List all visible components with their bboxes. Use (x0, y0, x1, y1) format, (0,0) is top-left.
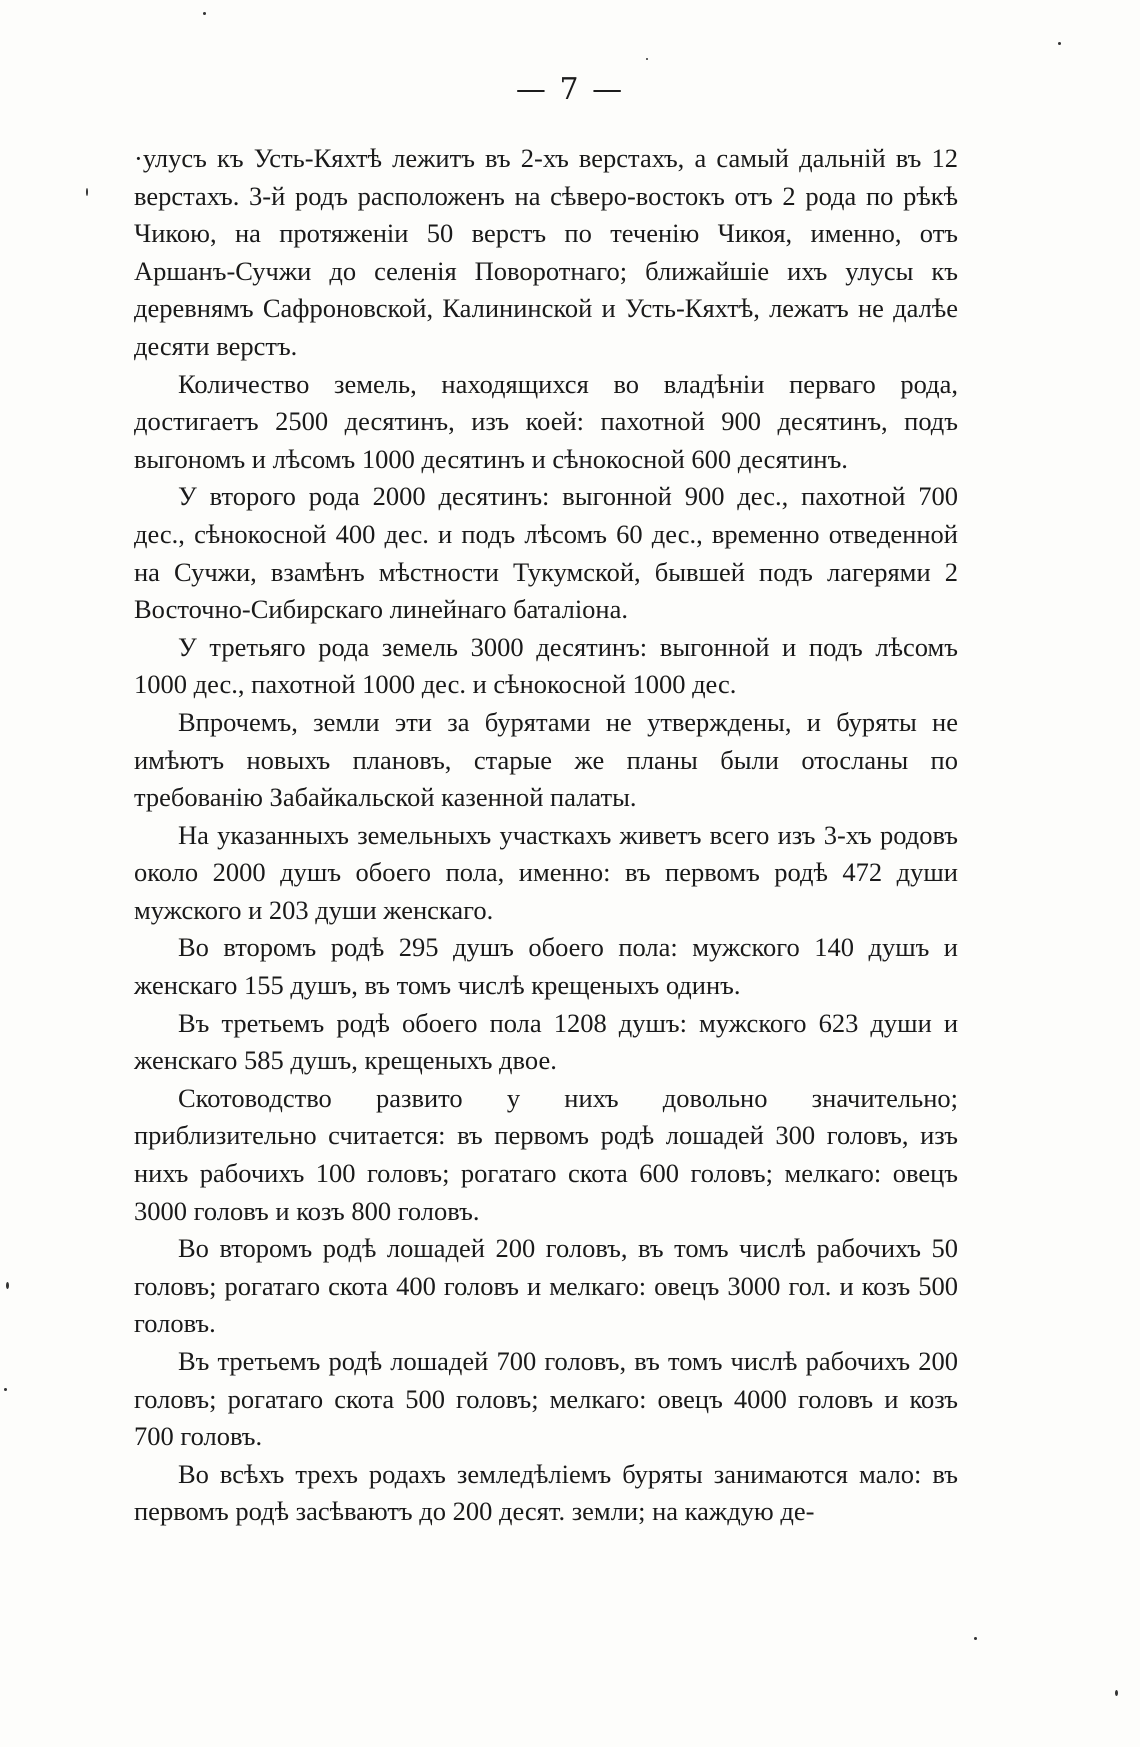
scan-speck (1115, 1690, 1118, 1696)
paragraph: Во второмъ родѣ лошадей 200 головъ, въ томъ числѣ рабочихъ 50 головъ; рогатаго скота 400 головъ и мелкаго: овецъ 3000 гол. и козъ 500 головъ. (134, 1233, 958, 1339)
page-number: — 7 — (515, 72, 625, 107)
paragraph: Количество земель, находящихся во владѣніи перваго рода, достигаетъ 2500 десятинъ, изъ коей: пахотной 900 десятинъ, подъ выгономъ и лѣсомъ 1000 десятинъ и сѣнокосной 600 десятинъ. (134, 368, 958, 474)
body-text (134, 140, 958, 1531)
paragraph: Во второмъ родѣ 295 душъ обоего пола: мужского 140 душъ и женскаго 155 душъ, въ томъ числѣ крещеныхъ одинъ. (134, 932, 958, 1001)
paragraph: Скотоводство развито у нихъ довольно значительно; приблизительно считается: въ первомъ родѣ лошадей 300 головъ, изъ нихъ рабочихъ 100 головъ; рогатаго скота 600 головъ; мелкаго: овецъ 3000 головъ и козъ 800 головъ. (134, 1082, 958, 1226)
scan-speck (6, 1282, 9, 1289)
scan-speck (4, 1388, 7, 1391)
paragraph: ·улусъ къ Усть-Кяхтѣ лежитъ въ 2-хъ верстахъ, а самый дальній въ 12 верстахъ. 3-й родъ расположенъ на сѣверо-востокъ отъ 2 рода по рѣкѣ Чикою, на протяженіи 50 верстъ по теченію Чикоя, именно, отъ Аршанъ-Сучжи до селенія Поворотнаго; ближайшіе ихъ улусы къ деревнямъ Сафроновской, Калининской и Усть-Кяхтѣ, лежатъ не далѣе десяти верстъ. (134, 143, 958, 361)
paragraph: Въ третьемъ родѣ лошадей 700 головъ, въ томъ числѣ рабочихъ 200 головъ; рогатаго скота 500 головъ; мелкаго: овецъ 4000 головъ и козъ 700 головъ. (134, 1346, 958, 1452)
paragraph: Впрочемъ, земли эти за бурятами не утверждены, и буряты не имѣютъ новыхъ плановъ, старые же планы были отосланы по требованію Забайкальской казенной палаты. (134, 706, 958, 813)
scan-speck (646, 58, 648, 60)
paragraph: Во всѣхъ трехъ родахъ земледѣліемъ буряты занимаются мало: въ первомъ родѣ засѣваютъ до 200 десят. земли; на каждую де- (134, 1458, 958, 1527)
paragraph: Въ третьемъ родѣ обоего пола 1208 душъ: мужского 623 души и женскаго 585 душъ, крещеныхъ двое. (134, 1007, 958, 1076)
paragraph: На указанныхъ земельныхъ участкахъ живетъ всего изъ 3-хъ родовъ около 2000 душъ обоего пола, именно: въ первомъ родѣ 472 души мужского и 203 души женскаго. (134, 819, 958, 925)
scan-speck (1058, 42, 1061, 45)
scan-speck (86, 188, 88, 196)
paragraph: У второго рода 2000 десятинъ: выгонной 900 дес., пахотной 700 дес., сѣнокосной 400 дес. и подъ лѣсомъ 60 дес., временно отведенной на Сучжи, взамѣнъ мѣстности Тукумской, бывшей подъ лагерями 2 Восточно-Сибирскаго линейнаго баталіона. (134, 481, 958, 625)
scan-speck (203, 12, 206, 15)
paragraph: У третьяго рода земель 3000 десятинъ: выгонной и подъ лѣсомъ 1000 дес., пахотной 1000 дес. и сѣнокосной 1000 дес. (134, 631, 958, 700)
scan-speck (974, 1637, 977, 1640)
